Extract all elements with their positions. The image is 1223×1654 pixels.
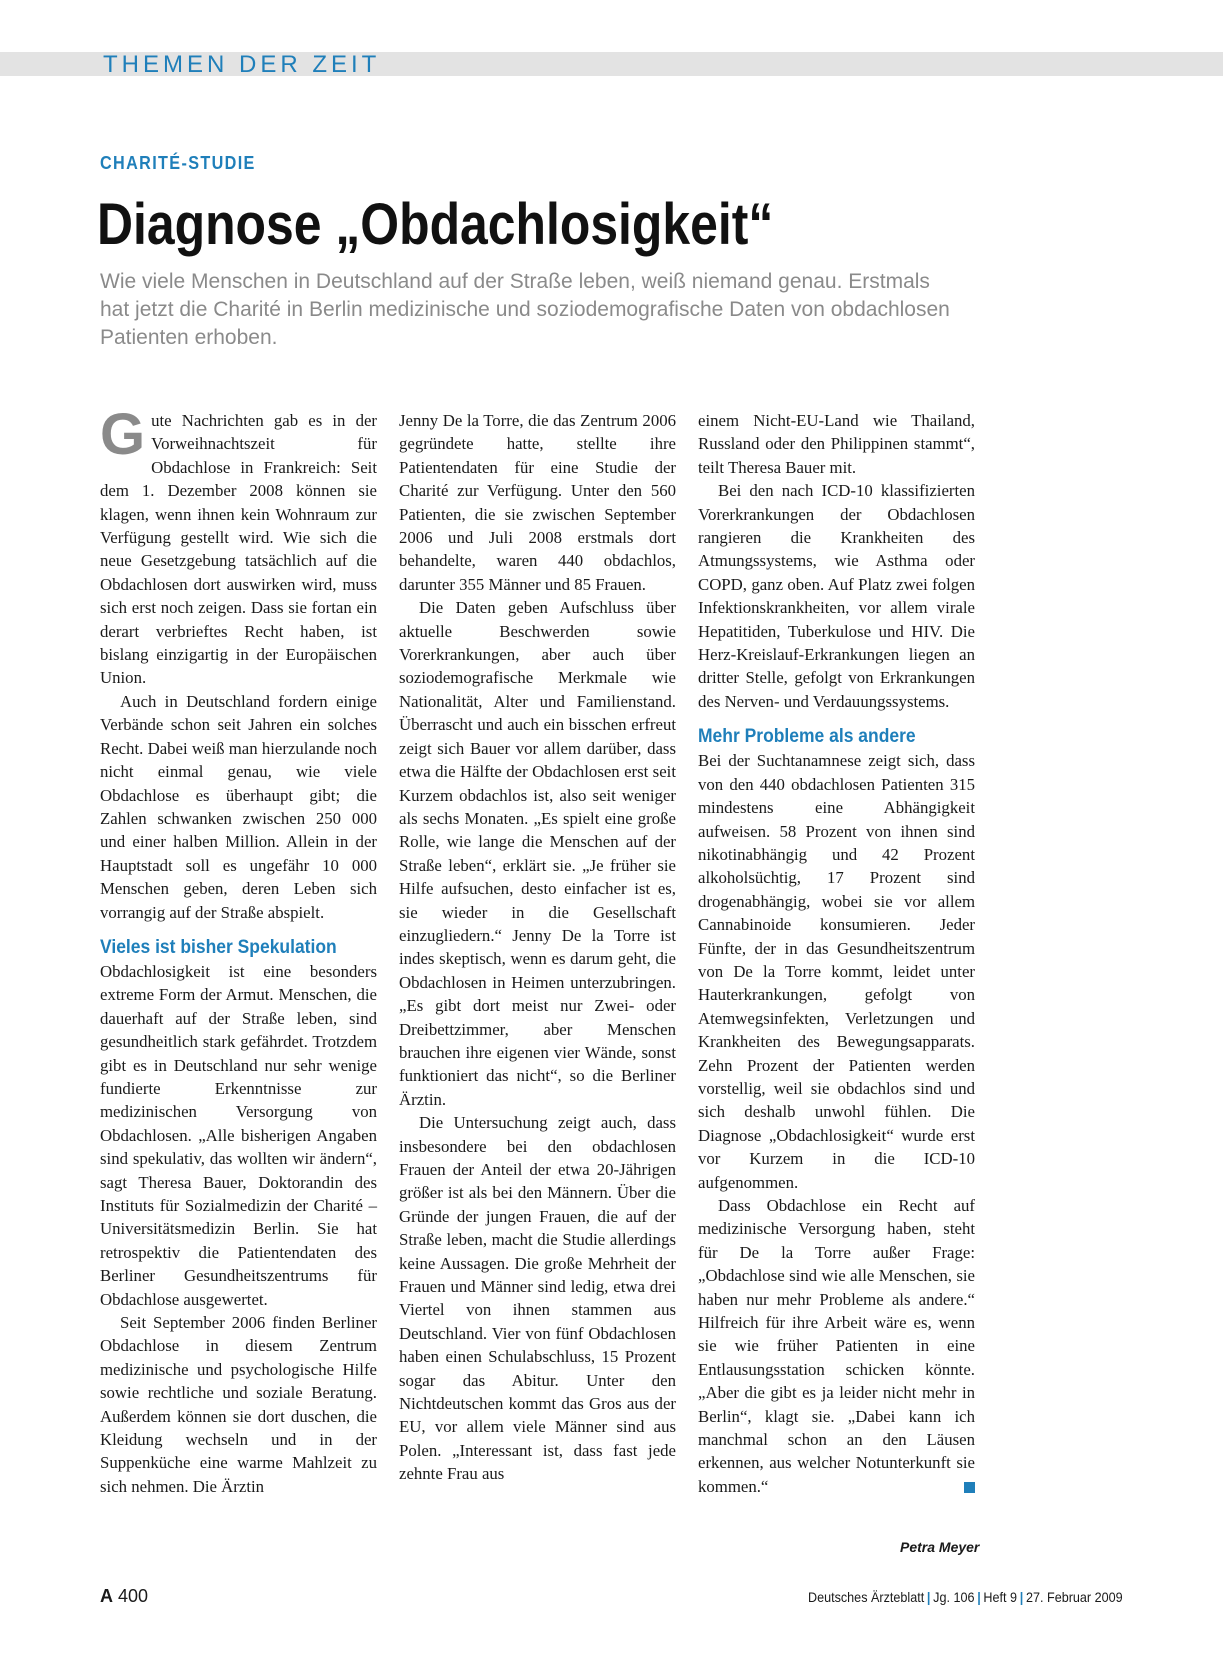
- journal-footer: [808, 1589, 1123, 1605]
- paragraph: einem Nicht-EU-Land wie Thailand, Russland oder den Philippinen stammt“, teilt Theresa Bauer mit.: [698, 411, 975, 477]
- paragraph-text: ute Nachrichten gab es in der Vorweihnachtszeit für Obdachlose in Frankreich: Seit dem 1. Dezember 2008 können sie klagen, wenn ihnen kein Wohnraum zur Verfügung gestellt wird. Wie sich die neue Gesetzgebung tatsächlich auf die Obdachlosen dort auswirken wird, muss sich erst noch zeigen. Dass sie fortan ein derart verbrieftes Recht haben, ist bislang einzigartig in der Europäischen Union.: [100, 411, 377, 688]
- paragraph: Die Untersuchung zeigt auch, dass insbesondere bei den obdachlosen Frauen der Anteil der etwa 20-Jährigen größer ist als bei den Männern. Über die Gründe der jungen Frauen, die auf der Straße leben, macht die Studie allerdings keine Aussagen. Die große Mehrheit der Frauen und Männer sind ledig, etwa drei Viertel von ihnen stammen aus Deutschland. Vier von fünf Obdachlosen haben einen Schulabschluss, 15 Prozent sogar das Abitur. Unter den Nichtdeutschen kommt das Gros aus der EU, vor allem viele Männer sind aus Polen. „Interessant ist, dass fast jede zehnte Frau aus: [399, 1113, 676, 1484]
- journal-issue: Heft 9: [983, 1589, 1018, 1605]
- subheading: Mehr Probleme als andere: [698, 726, 916, 748]
- paragraph: Auch in Deutschland fordern einige Verbände schon seit Jahren ein solches Recht. Dabei weiß man hierzulande noch nicht einmal genau, wie viele Obdachlose es überhaupt gibt; die Zahlen schwanken zwischen 250 000 und einer halben Million. Allein in der Hauptstadt soll es ungefähr 10 000 Menschen geben, deren Leben sich vorrangig auf der Straße abspielt.: [100, 691, 377, 922]
- article-kicker: CHARITÉ-STUDIE: [100, 153, 256, 173]
- section-title: THEMEN DER ZEIT: [103, 51, 381, 78]
- article-column-3: [698, 409, 975, 1498]
- page-number: [100, 1586, 148, 1607]
- article-column-2: [399, 409, 676, 1486]
- paragraph: Obdachlosigkeit ist eine besonders extreme Form der Armut. Menschen, die dauerhaft auf der Straße leben, sind gesundheitlich stark gefährdet. Trotzdem gibt es in Deutschland nur sehr wenige fundierte Erkenntnisse zur medizinischen Versorgung von Obdachlosen. „Alle bisherigen Angaben sind spekulativ, das wollten wir ändern“, sagt Theresa Bauer, Doktorandin des Instituts für Sozialmedizin der Charité – Universitätsmedizin Berlin. Sie hat retrospektiv die Patientendaten des Berliner Gesundheitszentrums für Obdachlose ausgewertet.: [100, 961, 377, 1309]
- drop-cap: G: [100, 402, 146, 467]
- separator: |: [1020, 1589, 1024, 1605]
- subheading: Vieles ist bisher Spekulation: [100, 936, 337, 958]
- end-square-icon: [964, 1482, 975, 1493]
- paragraph: Bei der Suchtanamnese zeigt sich, dass von den 440 obdachlosen Patienten 315 mindestens eine Abhängigkeit aufweisen. 58 Prozent von ihnen sind nikotinabhängig und 42 Prozent alkoholsüchtig, 17 Prozent sind drogenabhängig, wobei sie vor allem Cannabinoide konsumieren. Jeder Fünfte, der in das Gesundheitszentrum von De la Torre kommt, leidet unter Hauterkrankungen, gefolgt von Atemwegsinfekten, Verletzungen und Krankheiten des Bewegungsapparats. Zehn Prozent der Patienten werden vorstellig, weil sie obdachlos sind und sich deshalb unwohl fühlen. Die Diagnose „Obdachlosigkeit“ wurde erst vor Kurzem in die ICD-10 aufgenommen.: [698, 751, 975, 1192]
- separator: |: [977, 1589, 982, 1605]
- journal-volume: Jg. 106: [933, 1589, 975, 1605]
- article-column-1: [100, 402, 377, 1498]
- paragraph: Bei den nach ICD-10 klassifizierten Vorerkrankungen der Obdachlosen rangieren die Krankheiten des Atmungssystems, wie Asthma oder COPD, ganz oben. Auf Platz zwei folgen Infektionskrankheiten, vor allem virale Hepatitiden, Tuberkulose und HIV. Die Herz-Kreislauf-Erkrankungen liegen an dritter Stelle, gefolgt von Erkrankungen des Nerven- und Verdauungssystems.: [698, 481, 975, 711]
- author-byline: Petra Meyer: [900, 1539, 980, 1555]
- paragraph: Jenny De la Torre, die das Zentrum 2006 gegründete hatte, stellte ihre Patientendaten für eine Studie der Charité zur Verfügung. Unter den 560 Patienten, die sie zwischen September 2006 und Juli 2008 erstmals dort behandelte, waren 440 obdachlos, darunter 355 Männer und 85 Frauen.: [399, 411, 676, 594]
- paragraph: [100, 402, 377, 690]
- page-number-value: 400: [118, 1586, 149, 1606]
- article-lead: Wie viele Menschen in Deutschland auf der Straße leben, weiß niemand genau. Erstmals hat jetzt die Charité in Berlin medizinische und soziodemografische Daten von obdachlosen Patienten erhoben.: [100, 270, 950, 349]
- journal-date: 27. Februar 2009: [1026, 1589, 1123, 1605]
- paragraph-text: Dass Obdachlose ein Recht auf medizinische Versorgung haben, steht für De la Torre außer Frage: „Obdachlose sind wie alle Menschen, sie haben nur mehr Probleme als andere.“ Hilfreich für ihre Arbeit wäre es, wenn sie wie früher Patienten in eine Entlausungsstation schicken könnte. „Aber die gibt es ja leider nicht mehr in Berlin“, klagt sie. „Dabei kann ich manchmal schon an den Läusen erkennen, aus welcher Notunterkunft sie kommen.“: [698, 1196, 975, 1496]
- paragraph: [698, 1194, 975, 1498]
- journal-name: Deutsches Ärzteblatt: [808, 1589, 925, 1605]
- paragraph: Seit September 2006 finden Berliner Obdachlose in diesem Zentrum medizinische und psychologische Hilfe sowie rechtliche und soziale Beratung. Außerdem können sie dort duschen, die Kleidung wechseln und in der Suppenküche eine warme Mahlzeit zu sich nehmen. Die Ärztin: [100, 1313, 377, 1496]
- paragraph: Die Daten geben Aufschluss über aktuelle Beschwerden sowie Vorerkrankungen, aber auch über soziodemografische Merkmale wie Nationalität, Alter und Familienstand. Überrascht und auch ein bisschen erfreut zeigt sich Bauer vor allem darüber, dass etwa die Hälfte der Obdachlosen erst seit Kurzem obdachlos ist, also seit weniger als sechs Monaten. „Es spielt eine große Rolle, wie lange die Menschen auf der Straße leben“, erklärt sie. „Je früher sie Hilfe aufsuchen, desto einfacher ist es, sie wieder in die Gesellschaft einzugliedern.“ Jenny De la Torre ist indes skeptisch, wenn es darum geht, die Obdachlosen in Heimen unterzubringen. „Es gibt dort meist nur Zwei- oder Dreibettzimmer, aber Menschen brauchen ihre eigenen vier Wände, sonst funktioniert das nicht“, so die Berliner Ärztin.: [399, 598, 676, 1109]
- separator: |: [927, 1589, 931, 1605]
- page-prefix: A: [100, 1586, 113, 1606]
- article-headline: Diagnose „Obdachlosigkeit“: [97, 192, 774, 257]
